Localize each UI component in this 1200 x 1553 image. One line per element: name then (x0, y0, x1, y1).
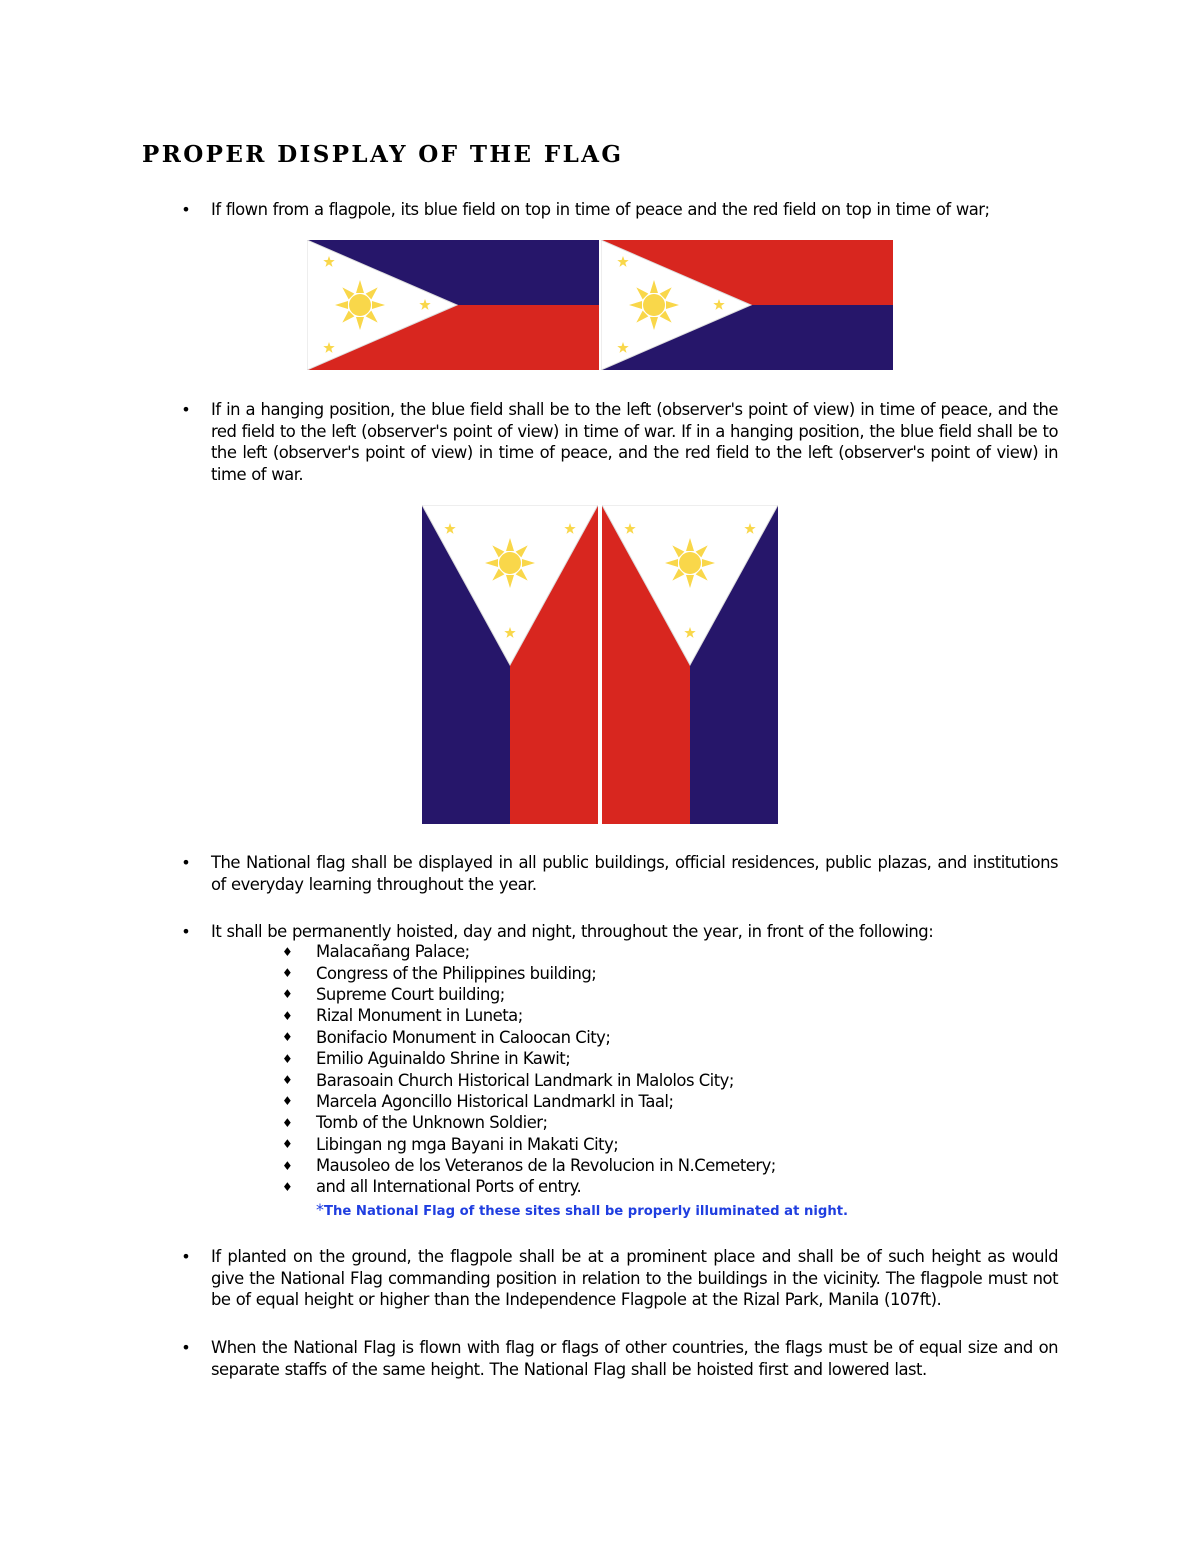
sun-icon (499, 552, 521, 574)
site-label: Emilio Aguinaldo Shrine in Kawit; (316, 1049, 571, 1069)
diamond-bullet-icon: ♦ (282, 966, 293, 981)
bullet-point: • (181, 200, 191, 219)
diamond-bullet-icon: ♦ (282, 1073, 293, 1088)
bullet-point: • (181, 1247, 191, 1266)
site-label: Rizal Monument in Luneta; (316, 1006, 523, 1026)
bullet-point: • (181, 1338, 191, 1357)
sun-icon (643, 294, 665, 316)
permanent-text: It shall be permanently hoisted, day and night, throughout the year, in front of the following: (211, 922, 934, 941)
list-item (282, 1005, 776, 1026)
site-label: Bonifacio Monument in Caloocan City; (316, 1027, 611, 1047)
list-item (282, 1091, 776, 1112)
diamond-bullet-icon: ♦ (282, 1094, 293, 1109)
site-label: Malacañang Palace; (316, 942, 470, 962)
diamond-bullet-icon: ♦ (282, 987, 293, 1002)
philippine-flag-hanging-peace-icon (422, 505, 598, 824)
philippine-flag-hanging-war-icon (602, 505, 778, 824)
list-item (282, 1176, 776, 1197)
list-item (282, 984, 776, 1005)
list-item (282, 1048, 776, 1069)
site-label: Libingan ng mga Bayani in Makati City; (316, 1134, 619, 1154)
bullet-point: • (181, 400, 191, 419)
diamond-bullet-icon: ♦ (282, 1115, 293, 1130)
list-item (282, 1155, 776, 1176)
illumination-note (316, 1200, 848, 1219)
list-item (282, 962, 776, 983)
diamond-bullet-icon: ♦ (282, 944, 293, 959)
other-countries-text: When the National Flag is flown with flag or flags of other countries, the flags must be of equal size and on separate staffs of the same height. The National Flag shall be hoisted first and lowered last. (211, 1338, 1058, 1379)
philippine-flag-war-icon (601, 240, 893, 370)
diamond-bullet-icon: ♦ (282, 1137, 293, 1152)
list-item (282, 1027, 776, 1048)
site-label: Marcela Agoncillo Historical Landmarkl in Taal; (316, 1091, 674, 1111)
diamond-bullet-icon: ♦ (282, 1008, 293, 1023)
philippine-flag-peace-icon (307, 240, 599, 370)
list-item (282, 1134, 776, 1155)
bullet-point: • (181, 853, 191, 872)
site-label: Supreme Court building; (316, 984, 505, 1004)
site-label: Tomb of the Unknown Soldier; (316, 1113, 548, 1133)
site-label: Congress of the Philippines building; (316, 963, 597, 983)
note-asterisk: * (316, 1200, 324, 1219)
public-buildings-text: The National flag shall be displayed in all public buildings, official residences, public plazas, and institutions of everyday learning throughout the year. (211, 853, 1058, 894)
hanging-text: If in a hanging position, the blue field shall be to the left (observer's point of view) in time of peace, and the red field to the left (observer's point of view) in time of war. If in a hanging position, the blue field shall be to the left (observer's point of view) in time of peace, and the red field to the left (observer's point of view) in time of war. (211, 400, 1058, 484)
note-text: The National Flag of these sites shall be properly illuminated at night. (324, 1204, 849, 1219)
list-item (282, 1112, 776, 1133)
diamond-bullet-icon: ♦ (282, 1179, 293, 1194)
site-label: Mausoleo de los Veteranos de la Revolucion in N.Cemetery; (316, 1156, 776, 1176)
ground-text: If planted on the ground, the flagpole shall be at a prominent place and shall be of such height as would give the National Flag commanding position in relation to the buildings in the vicinity. The flagpole must not be of equal height or higher than the Independence Flagpole at the Rizal Park, Manila (107ft). (211, 1247, 1058, 1310)
site-list (282, 941, 776, 1198)
sun-icon (349, 294, 371, 316)
site-label: Barasoain Church Historical Landmark in Malolos City; (316, 1070, 734, 1090)
list-item (282, 1069, 776, 1090)
diamond-bullet-icon: ♦ (282, 1158, 293, 1173)
flagpole-text: If flown from a flagpole, its blue field on top in time of peace and the red field on top in time of war; (211, 200, 990, 219)
site-label: and all International Ports of entry. (316, 1177, 582, 1197)
diamond-bullet-icon: ♦ (282, 1030, 293, 1045)
list-item (282, 941, 776, 962)
bullet-point: • (181, 922, 191, 941)
sun-icon (679, 552, 701, 574)
page-title: PROPER DISPLAY OF THE FLAG (142, 141, 624, 168)
diamond-bullet-icon: ♦ (282, 1051, 293, 1066)
